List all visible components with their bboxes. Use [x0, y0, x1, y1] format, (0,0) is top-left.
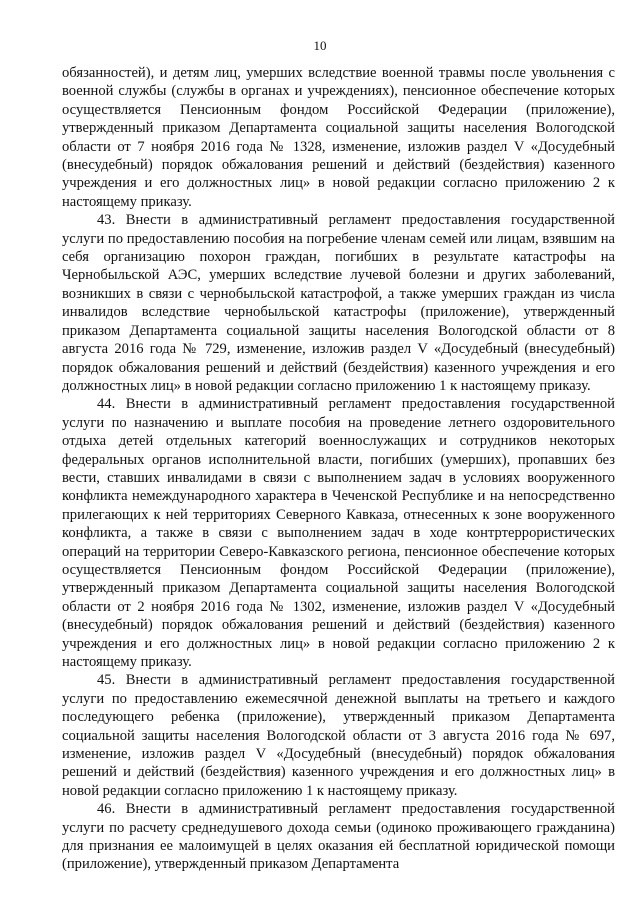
- paragraph-item-46: 46. Внести в административный регламент предоставления государственной услуги по расчету среднедушевого дохода семьи (одиноко проживающего гражданина) для признания ее малоимущей в целях оказания ей бесплатной юридической помощи (приложение), утвержденный приказом Департамента: [62, 801, 615, 873]
- document-body: [62, 64, 615, 874]
- paragraph-item-45: 45. Внести в административный регламент предоставления государственной услуги по предоставлению ежемесячной денежной выплаты на третьего и каждого последующего ребенка (приложение), утвержденный приказом Департамента социальной защиты населения Вологодской области от 3 августа 2016 года № 697, изменение, изложив раздел V «Досудебный (внесудебный) порядок обжалования решений и действий (бездействия) казенного учреждения и его должностных лиц» в новой редакции согласно приложению 1 к настоящему приказу.: [62, 672, 615, 799]
- page-number: 10: [313, 38, 327, 53]
- paragraph-continuation: обязанностей), и детям лиц, умерших вследствие военной травмы после увольнения с военной службы (службы в органах и учреждениях), пенсионное обеспечение которых осуществляется Пенсионным фондом Российской Федерации (приложение), утвержденный приказом Департамента социальной защиты населения Вологодской области от 7 ноября 2016 года № 1328, изменение, изложив раздел V «Досудебный (внесудебный) порядок обжалования решений и действий (бездействия) казенного учреждения и его должностных лиц» в новой редакции согласно приложению 2 к настоящему приказу.: [62, 65, 615, 210]
- paragraph-item-44: 44. Внести в административный регламент предоставления государственной услуги по назначению и выплате пособия на проведение летнего оздоровительного отдыха детей отдельных категорий военнослужащих и сотрудников некоторых федеральных органов исполнительной власти, погибших (умерших), пропавших без вести, ставших инвалидами в связи с выполнением задач в условиях вооруженного конфликта немеждународного характера в Чеченской Республике и на непосредственно прилегающих к ней территориях Северного Кавказа, отнесенных к зоне вооруженного конфликта, а также в связи с выполнением задач в ходе контртеррористических операций на территории Северо-Кавказского региона, пенсионное обеспечение которых осуществляется Пенсионным фондом Российской Федерации (приложение), утвержденный приказом Департамента социальной защиты населения Вологодской области от 2 ноября 2016 года № 1302, изменение, изложив раздел V «Досудебный (внесудебный) порядок обжалования решений и действий (бездействия) казенного учреждения и его должностных лиц» в новой редакции согласно приложению 2 к настоящему приказу.: [62, 396, 615, 670]
- paragraph-item-43: 43. Внести в административный регламент предоставления государственной услуги по предоставлению пособия на погребение членам семей или лицам, взявшим на себя организацию похорон граждан, погибших в результате катастрофы на Чернобыльской АЭС, умерших вследствие лучевой болезни и других заболеваний, возникших в связи с чернобыльской катастрофой, а также умерших граждан из числа инвалидов вследствие чернобыльской катастрофы (приложение), утвержденный приказом Департамента социальной защиты населения Вологодской области от 8 августа 2016 года № 729, изменение, изложив раздел V «Досудебный (внесудебный) порядок обжалования решений и действий (бездействия) казенного учреждения и его должностных лиц» в новой редакции согласно приложению 1 к настоящему приказу.: [62, 212, 615, 394]
